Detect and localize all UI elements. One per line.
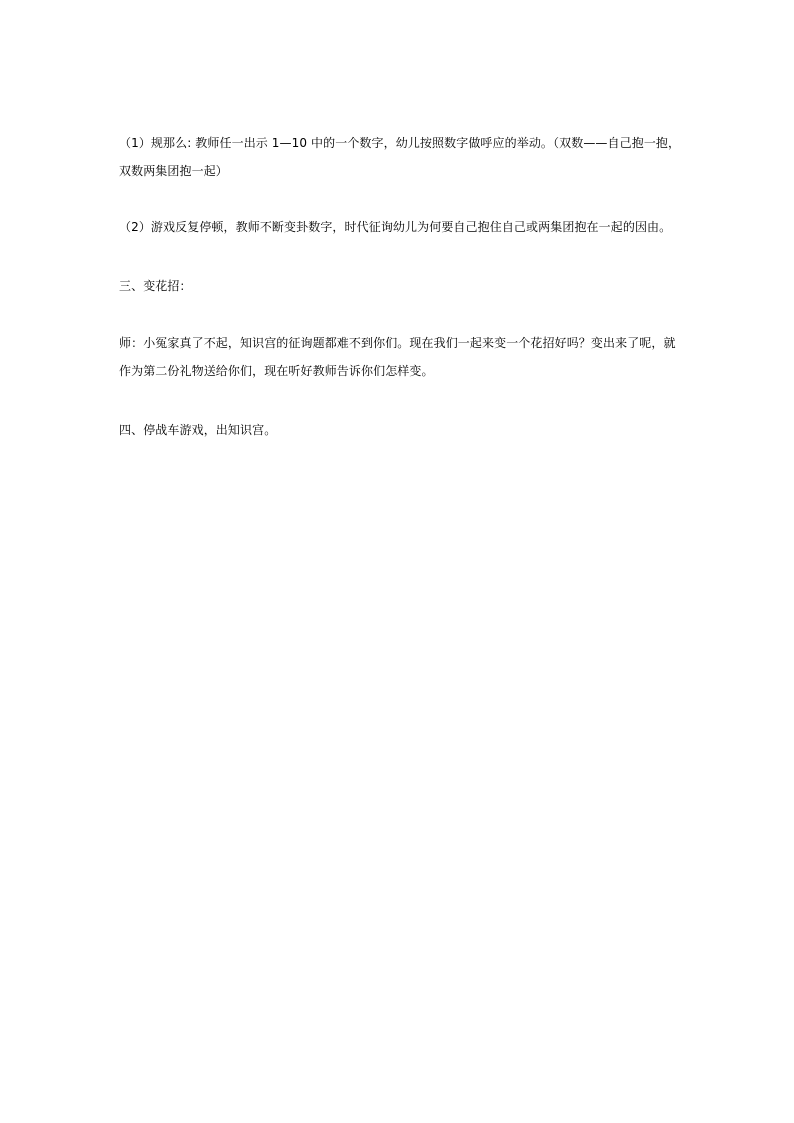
game-repeat-paragraph (119, 213, 675, 241)
section-four-heading-text: 四、停战车游戏，出知识宫。 (119, 423, 277, 437)
game-repeat-line: （2）游戏反复停顿，教师不断变卦数字，时代征询幼儿为何要自己抱住自己或两集团抱在一起的因由。 (119, 220, 672, 234)
rule-paragraph (119, 129, 681, 185)
rule-line-2: 双数两集团抱一起） (119, 164, 228, 178)
rule-line-1: （1）规那么: 教师任一出示 1—10 中的一个数字，幼儿按照数字做呼应的举动。（双数——自己抱一抱， (119, 136, 681, 150)
section-three-heading-text: 三、变花招： (119, 279, 192, 293)
section-three-heading (119, 272, 675, 300)
teacher-speech-line-1: 师：小冤家真了不起，知识宫的征询题都难不到你们。现在我们一起来变一个花招好吗？变出来了呢，就 (119, 336, 676, 350)
teacher-speech-paragraph (119, 329, 675, 385)
teacher-speech-line-2: 作为第二份礼物送给你们，现在听好教师告诉你们怎样变。 (119, 364, 434, 378)
section-four-heading (119, 416, 675, 444)
